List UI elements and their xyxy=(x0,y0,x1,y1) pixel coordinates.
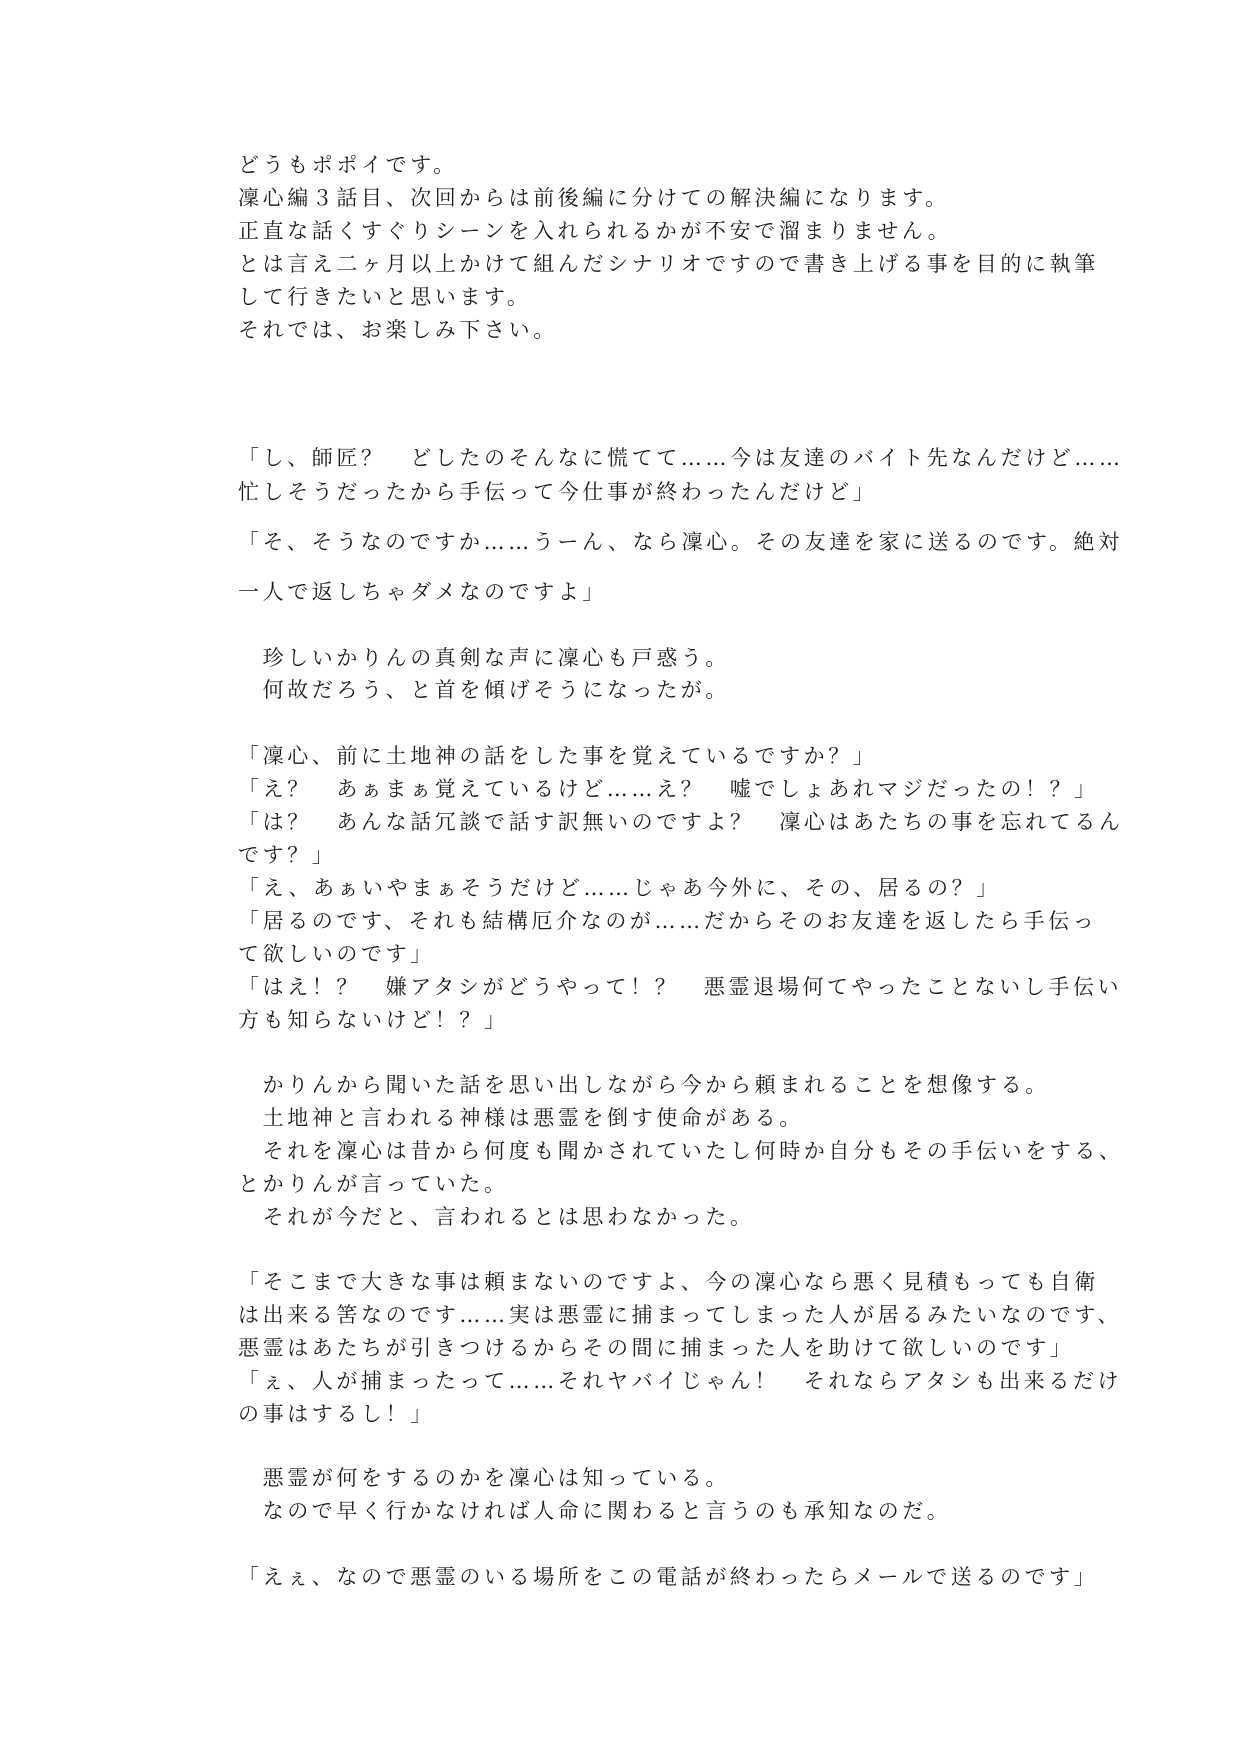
story-line: 何故だろう、と首を傾げそうになったが。 xyxy=(238,678,730,702)
story-line: とかりんが言っていた。 xyxy=(238,1172,509,1196)
story-line: かりんから聞いた話を思い出しながら今から頼まれることを想像する。 xyxy=(238,1073,1050,1097)
story-line: 土地神と言われる神様は悪霊を倒す使命がある。 xyxy=(238,1106,804,1130)
story-line: 「はえ！？ 嫌アタシがどうやって！？ 悪霊退場何てやったことないし手伝い xyxy=(238,975,1123,999)
story-line: 「そ、そうなのですか……うーん、なら凜心。その友達を家に送るのです。絶対 xyxy=(238,530,1123,554)
story-line: それが今だと、言われるとは思わなかった。 xyxy=(238,1205,755,1229)
preface-line: それでは、お楽しみ下さい。 xyxy=(238,318,558,342)
story-line: 「は？ あんな話冗談で話す訳無いのですよ？ 凜心はあたちの事を忘れてるん xyxy=(238,810,1124,834)
story-line: 方も知らないけど！？」 xyxy=(238,1008,509,1032)
story-line: 「ぇ、人が捕まったって……それヤバイじゃん！ それならアタシも出来るだけ xyxy=(238,1369,1123,1393)
story-line: 忙しそうだったから手伝って今仕事が終わったんだけど」 xyxy=(238,480,878,504)
story-line: それを凜心は昔から何度も聞かされていたし何時か自分もその手伝いをする、 xyxy=(238,1139,1124,1163)
preface-line: して行きたいと思います。 xyxy=(238,285,532,309)
preface-line: 凜心編３話目、次回からは前後編に分けての解決編になります。 xyxy=(238,186,950,210)
preface-line: どうもポポイです。 xyxy=(238,153,458,177)
story-line: は出来る筈なのです……実は悪霊に捕まってしまった人が居るみたいなのです、 xyxy=(238,1303,1122,1327)
story-line: の事はするし！」 xyxy=(238,1402,435,1426)
story-line: 「そこまで大きな事は頼まないのですよ、今の凜心なら悪く見積もっても自衛 xyxy=(238,1270,1099,1294)
story-line: 悪霊はあたちが引きつけるからその間に捕まった人を助けて欲しいのです」 xyxy=(238,1336,1075,1360)
story-line: 「えぇ、なので悪霊のいる場所をこの電話が終わったらメールで送るのです」 xyxy=(238,1565,1099,1589)
story-line: て欲しいのです」 xyxy=(238,942,435,966)
preface-line: とは言え二ヶ月以上かけて組んだシナリオですので書き上げる事を目的に執筆 xyxy=(238,252,1099,276)
story-line: 「し、師匠？ どしたのそんなに慌てて……今は友達のバイト先なんだけど…… xyxy=(238,446,1124,470)
story-line: 「居るのです、それも結構厄介なのが……だからそのお友達を返したら手伝っ xyxy=(238,909,1098,933)
story-line: 「え、あぁいやまぁそうだけど……じゃあ今外に、その、居るの？」 xyxy=(238,876,1001,900)
story-line: 「え？ あぁまぁ覚えているけど……え？ 嘘でしょあれマジだったの！？」 xyxy=(238,777,1099,801)
story-line: 一人で返しちゃダメなのですよ」 xyxy=(238,580,607,604)
story-line: 悪霊が何をするのかを凜心は知っている。 xyxy=(238,1466,730,1490)
story-line: です？」 xyxy=(238,843,337,867)
preface-line: 正直な話くすぐりシーンを入れられるかが不安で溜まりません。 xyxy=(238,219,953,243)
story-line: 珍しいかりんの真剣な声に凜心も戸惑う。 xyxy=(238,646,730,670)
story-line: なので早く行かなければ人命に関わると言うのも承知なのだ。 xyxy=(238,1499,952,1523)
story-line: 「凜心、前に土地神の話をした事を覚えているですか？」 xyxy=(238,744,878,768)
